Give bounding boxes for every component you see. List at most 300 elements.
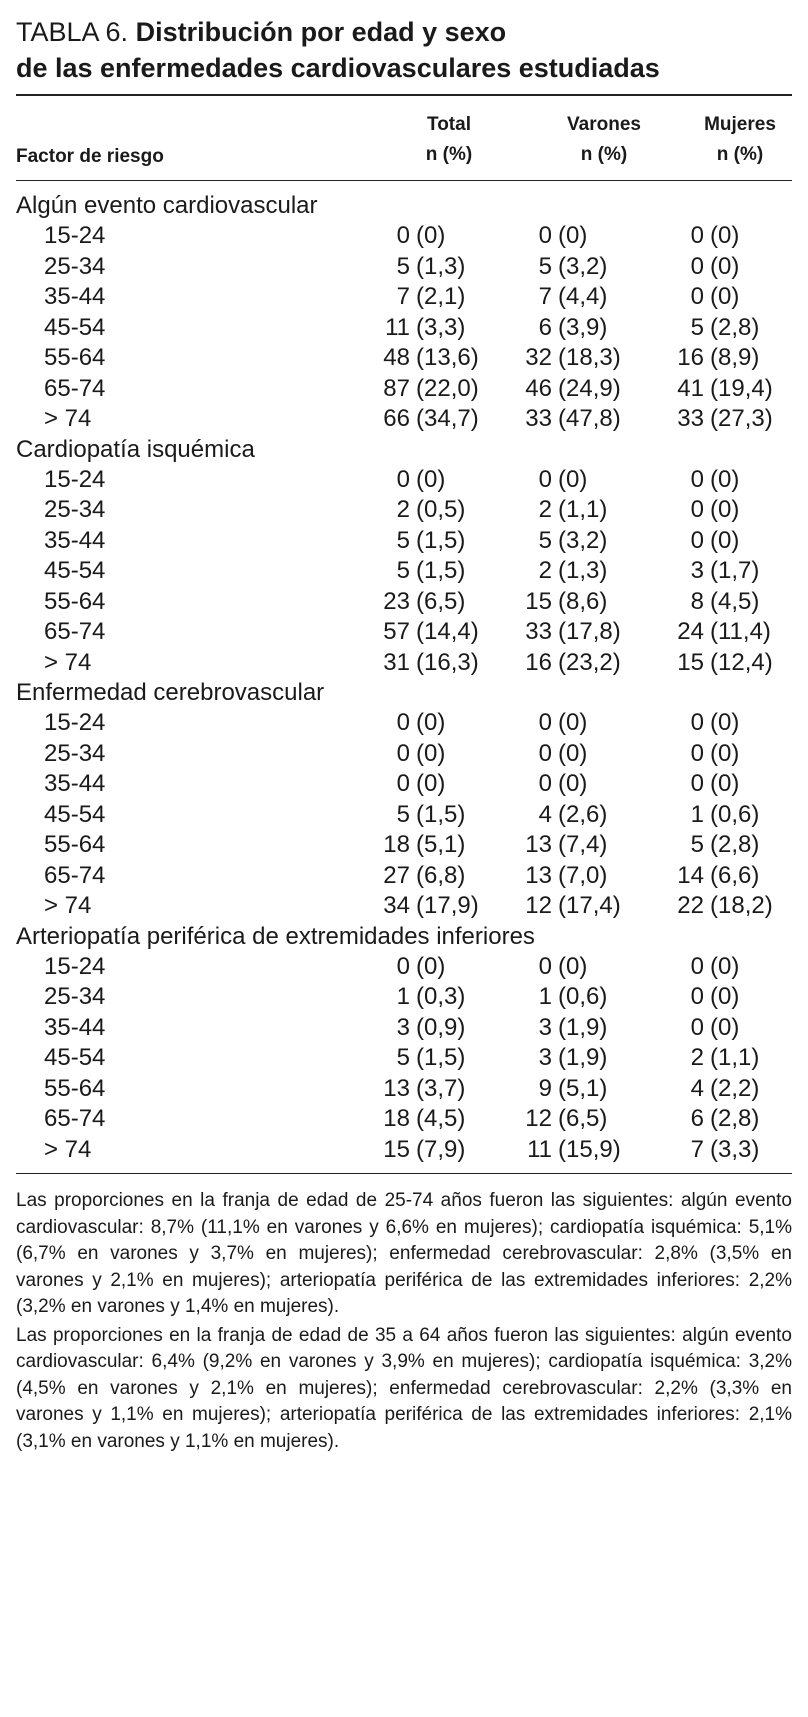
- total-count: 5: [396, 252, 410, 280]
- total-percent: (14,4): [416, 618, 479, 645]
- table-row: [16, 526, 792, 557]
- total-count: 0: [396, 222, 410, 249]
- varones-percent: (0): [558, 222, 588, 249]
- total-count: 57: [383, 618, 410, 645]
- total-percent: (0,3): [416, 983, 466, 1010]
- varones-percent: (17,4): [558, 892, 621, 919]
- varones-percent: (0): [558, 770, 588, 797]
- varones-count: 2: [538, 557, 552, 584]
- header-mujeres-label: Mujeres: [704, 114, 776, 135]
- varones-cell: [520, 739, 587, 770]
- age-range: 45-54: [44, 1044, 106, 1071]
- age-range: > 74: [44, 1135, 92, 1163]
- varones-count: 1: [538, 983, 552, 1010]
- total-count: 34: [383, 892, 410, 919]
- total-cell: [368, 830, 465, 861]
- mujeres-percent: (8,9): [710, 344, 760, 371]
- mujeres-cell: [672, 800, 759, 831]
- table-row: [16, 800, 792, 831]
- total-percent: (0): [416, 465, 446, 493]
- total-percent: (0): [416, 952, 446, 980]
- total-count: 0: [396, 770, 410, 797]
- mujeres-cell: [672, 1104, 759, 1135]
- age-range: 45-54: [44, 313, 106, 341]
- varones-count: 6: [538, 313, 552, 341]
- total-percent: (0,5): [416, 496, 466, 523]
- varones-percent: (1,9): [558, 1013, 608, 1041]
- total-percent: (2,1): [416, 283, 466, 310]
- varones-percent: (7,0): [558, 861, 608, 889]
- varones-cell: [520, 830, 607, 861]
- mujeres-count: 0: [690, 952, 704, 980]
- varones-cell: [520, 861, 607, 892]
- varones-percent: (0,6): [558, 983, 608, 1010]
- mujeres-count: 33: [677, 405, 704, 432]
- varones-percent: (18,3): [558, 344, 621, 371]
- header-total-unit: n (%): [425, 144, 473, 165]
- varones-cell: [520, 1043, 607, 1074]
- total-cell: [368, 739, 445, 770]
- group-heading: Enfermedad cerebrovascular: [16, 679, 325, 706]
- varones-percent: (0): [558, 952, 588, 980]
- total-percent: (1,5): [416, 1044, 466, 1071]
- mujeres-percent: (1,7): [710, 557, 760, 584]
- total-count: 0: [396, 739, 410, 767]
- table-body: [16, 181, 792, 1173]
- total-percent: (13,6): [416, 344, 479, 371]
- varones-count: 3: [538, 1044, 552, 1071]
- varones-percent: (47,8): [558, 405, 621, 432]
- total-percent: (16,3): [416, 648, 479, 676]
- varones-count: 46: [525, 374, 552, 402]
- total-percent: (34,7): [416, 405, 479, 432]
- varones-percent: (1,1): [558, 496, 608, 523]
- age-range: 25-34: [44, 983, 106, 1010]
- varones-cell: [520, 465, 587, 496]
- mujeres-percent: (19,4): [710, 374, 773, 402]
- total-cell: [368, 1135, 465, 1166]
- total-count: 27: [383, 861, 410, 889]
- varones-count: 16: [525, 648, 552, 676]
- mujeres-percent: (27,3): [710, 405, 773, 432]
- age-range: 35-44: [44, 770, 106, 797]
- varones-percent: (3,9): [558, 313, 608, 341]
- table-row: [16, 708, 792, 739]
- mujeres-percent: (3,3): [710, 1135, 760, 1163]
- table-row: [16, 830, 792, 861]
- varones-cell: [520, 282, 607, 313]
- age-range: 55-64: [44, 1074, 106, 1102]
- mujeres-count: 22: [677, 892, 704, 919]
- varones-cell: [520, 404, 621, 435]
- varones-count: 0: [538, 709, 552, 736]
- mujeres-cell: [672, 343, 759, 374]
- mujeres-cell: [672, 830, 759, 861]
- table-row: [16, 556, 792, 587]
- title-line-2: de las enfermedades cardiovasculares estudiadas: [16, 53, 660, 83]
- total-count: 3: [396, 1013, 410, 1041]
- mujeres-percent: (0): [710, 770, 740, 797]
- mujeres-cell: [672, 648, 773, 679]
- varones-count: 0: [538, 952, 552, 980]
- varones-percent: (15,9): [558, 1135, 621, 1163]
- table-row: [16, 982, 792, 1013]
- mujeres-cell: [672, 556, 759, 587]
- mujeres-percent: (0): [710, 709, 740, 736]
- table-title: [16, 14, 792, 86]
- mujeres-count: 0: [690, 496, 704, 523]
- total-cell: [368, 952, 445, 983]
- mujeres-count: 7: [690, 1135, 704, 1163]
- varones-cell: [520, 617, 621, 648]
- varones-count: 12: [525, 892, 552, 919]
- mujeres-cell: [672, 861, 759, 892]
- varones-count: 13: [525, 861, 552, 889]
- total-cell: [368, 374, 479, 405]
- varones-percent: (0): [558, 465, 588, 493]
- total-cell: [368, 1013, 465, 1044]
- varones-cell: [520, 708, 587, 739]
- varones-count: 12: [525, 1105, 552, 1132]
- varones-percent: (0): [558, 739, 588, 767]
- total-count: 1: [396, 983, 410, 1010]
- total-percent: (1,3): [416, 252, 466, 280]
- mujeres-percent: (0): [710, 496, 740, 523]
- total-cell: [368, 1043, 465, 1074]
- total-cell: [368, 617, 479, 648]
- age-range: 35-44: [44, 283, 106, 310]
- total-count: 48: [383, 344, 410, 371]
- total-count: 5: [396, 800, 410, 828]
- mujeres-cell: [672, 465, 739, 496]
- total-percent: (17,9): [416, 892, 479, 919]
- mujeres-count: 0: [690, 526, 704, 554]
- mujeres-count: 5: [690, 831, 704, 858]
- varones-cell: [520, 1135, 621, 1166]
- total-count: 0: [396, 952, 410, 980]
- varones-cell: [520, 343, 621, 374]
- varones-percent: (23,2): [558, 648, 621, 676]
- varones-count: 11: [527, 1135, 552, 1163]
- varones-percent: (24,9): [558, 374, 621, 402]
- varones-count: 0: [538, 465, 552, 493]
- total-cell: [368, 648, 479, 679]
- total-percent: (3,7): [416, 1074, 466, 1102]
- age-range: 45-54: [44, 800, 106, 828]
- total-percent: (6,8): [416, 861, 466, 889]
- table-row: [16, 648, 792, 679]
- mujeres-count: 0: [690, 222, 704, 249]
- age-range: > 74: [44, 892, 92, 919]
- mujeres-percent: (1,1): [710, 1044, 760, 1071]
- mujeres-percent: (0): [710, 739, 740, 767]
- mujeres-count: 0: [690, 739, 704, 767]
- varones-count: 0: [538, 770, 552, 797]
- mujeres-count: 1: [690, 800, 704, 828]
- age-range: 55-64: [44, 831, 106, 858]
- varones-count: 9: [538, 1074, 552, 1102]
- mujeres-percent: (0): [710, 1013, 740, 1041]
- mujeres-percent: (2,2): [710, 1074, 760, 1102]
- mujeres-percent: (0): [710, 465, 740, 493]
- varones-cell: [520, 891, 621, 922]
- varones-percent: (3,2): [558, 526, 608, 554]
- total-count: 5: [396, 1044, 410, 1071]
- mujeres-count: 0: [690, 770, 704, 797]
- mujeres-cell: [672, 952, 739, 983]
- age-range: 15-24: [44, 952, 106, 980]
- mujeres-cell: [672, 526, 739, 557]
- varones-percent: (7,4): [558, 831, 608, 858]
- mujeres-count: 5: [690, 313, 704, 341]
- group-heading: Algún evento cardiovascular: [16, 192, 318, 219]
- age-range: 25-34: [44, 496, 106, 523]
- varones-count: 13: [525, 831, 552, 858]
- total-cell: [368, 587, 465, 618]
- varones-cell: [520, 252, 607, 283]
- mujeres-percent: (11,4): [710, 618, 771, 645]
- mujeres-percent: (0): [710, 526, 740, 554]
- mujeres-cell: [672, 982, 739, 1013]
- mujeres-percent: (6,6): [710, 861, 760, 889]
- varones-count: 33: [525, 618, 552, 645]
- mujeres-percent: (0): [710, 252, 740, 280]
- mujeres-cell: [672, 374, 773, 405]
- note-paragraph-1: Las proporciones en la franja de edad de 25-74 años fueron las siguientes: algún evento cardiovascular: 8,7% (11,1% en varones y 6,6% en mujeres); cardiopatía isquémica: 5,1% (6,7% en varones y 3,7% en mujeres); enfermedad cerebrovascular: 2,8% (3,5% en varones y 2,1% en mujeres); arteriopatía periférica de las extremidades inferiores: 2,2% (3,2% en varones y 1,4% en mujeres).: [16, 1190, 792, 1317]
- age-range: 55-64: [44, 587, 106, 615]
- table-row: [16, 587, 792, 618]
- total-count: 31: [383, 648, 410, 676]
- varones-cell: [520, 221, 587, 252]
- total-cell: [368, 404, 479, 435]
- mujeres-cell: [672, 1074, 759, 1105]
- varones-cell: [520, 769, 587, 800]
- total-cell: [368, 891, 479, 922]
- mujeres-percent: (2,8): [710, 831, 760, 858]
- table-row: [16, 891, 792, 922]
- total-cell: [368, 1074, 465, 1105]
- varones-cell: [520, 1013, 607, 1044]
- table-row: [16, 1043, 792, 1074]
- mujeres-count: 0: [690, 252, 704, 280]
- table-row: [16, 861, 792, 892]
- table-row: [16, 374, 792, 405]
- age-range: 45-54: [44, 557, 106, 584]
- total-count: 23: [383, 587, 410, 615]
- mujeres-cell: [672, 1135, 759, 1166]
- mujeres-count: 4: [690, 1074, 704, 1102]
- age-range: 15-24: [44, 709, 106, 736]
- total-cell: [368, 495, 465, 526]
- table-notes: [16, 1174, 792, 1455]
- total-cell: [368, 343, 479, 374]
- mujeres-count: 24: [677, 618, 704, 645]
- mujeres-cell: [672, 282, 739, 313]
- varones-count: 33: [525, 405, 552, 432]
- group-heading: Cardiopatía isquémica: [16, 435, 255, 463]
- varones-cell: [520, 1104, 607, 1135]
- total-count: 11: [385, 313, 410, 341]
- varones-percent: (1,3): [558, 557, 608, 584]
- mujeres-cell: [672, 495, 739, 526]
- table-number: TABLA 6.: [16, 17, 129, 47]
- varones-percent: (3,2): [558, 252, 608, 280]
- mujeres-count: 6: [690, 1105, 704, 1132]
- varones-percent: (17,8): [558, 618, 621, 645]
- table-row: [16, 343, 792, 374]
- varones-percent: (1,9): [558, 1044, 608, 1071]
- mujeres-cell: [672, 221, 739, 252]
- mujeres-count: 0: [690, 465, 704, 493]
- total-cell: [368, 861, 465, 892]
- table-row: [16, 1104, 792, 1135]
- total-cell: [368, 708, 445, 739]
- varones-count: 4: [538, 800, 552, 828]
- table-row: [16, 1135, 792, 1166]
- table-row: [16, 221, 792, 252]
- varones-cell: [520, 313, 607, 344]
- mujeres-count: 0: [690, 283, 704, 310]
- total-count: 18: [383, 831, 410, 858]
- mujeres-percent: (18,2): [710, 892, 773, 919]
- varones-count: 5: [538, 526, 552, 554]
- varones-percent: (2,6): [558, 800, 608, 828]
- age-range: 35-44: [44, 526, 106, 554]
- mujeres-count: 8: [690, 587, 704, 615]
- age-range: 25-34: [44, 252, 106, 280]
- age-range: > 74: [44, 648, 92, 676]
- total-cell: [368, 465, 445, 496]
- varones-percent: (8,6): [558, 587, 608, 615]
- mujeres-count: 3: [690, 557, 704, 584]
- mujeres-percent: (2,8): [710, 1105, 760, 1132]
- mujeres-count: 0: [690, 983, 704, 1010]
- total-cell: [368, 800, 465, 831]
- varones-cell: [520, 648, 621, 679]
- total-cell: [368, 769, 445, 800]
- table-row: [16, 282, 792, 313]
- varones-cell: [520, 800, 607, 831]
- mujeres-cell: [672, 313, 759, 344]
- table-document: [16, 14, 792, 1457]
- total-count: 5: [396, 526, 410, 554]
- total-count: 18: [383, 1105, 410, 1132]
- mujeres-cell: [672, 769, 739, 800]
- total-cell: [368, 556, 465, 587]
- age-range: 35-44: [44, 1013, 106, 1041]
- mujeres-percent: (0): [710, 983, 740, 1010]
- total-percent: (22,0): [416, 374, 479, 402]
- mujeres-percent: (2,8): [710, 313, 760, 341]
- total-percent: (6,5): [416, 587, 466, 615]
- total-cell: [368, 526, 465, 557]
- varones-cell: [520, 952, 587, 983]
- total-cell: [368, 1104, 465, 1135]
- total-cell: [368, 252, 465, 283]
- total-percent: (0): [416, 770, 446, 797]
- varones-percent: (4,4): [558, 283, 608, 310]
- age-range: 65-74: [44, 1105, 106, 1132]
- age-range: > 74: [44, 405, 92, 432]
- varones-count: 0: [538, 222, 552, 249]
- header-factor: Factor de riesgo: [16, 146, 164, 167]
- table-row: [16, 252, 792, 283]
- mujeres-cell: [672, 617, 771, 648]
- header-varones: [534, 110, 674, 170]
- table-row: [16, 617, 792, 648]
- total-percent: (1,5): [416, 800, 466, 828]
- varones-count: 3: [538, 1013, 552, 1041]
- total-cell: [368, 221, 445, 252]
- mujeres-cell: [672, 1043, 759, 1074]
- age-range: 65-74: [44, 861, 106, 889]
- mujeres-cell: [672, 587, 759, 618]
- mujeres-count: 0: [690, 1013, 704, 1041]
- mujeres-percent: (0): [710, 222, 740, 249]
- varones-percent: (6,5): [558, 1105, 608, 1132]
- varones-cell: [520, 526, 607, 557]
- header-total-label: Total: [427, 114, 471, 135]
- total-percent: (7,9): [416, 1135, 466, 1163]
- varones-cell: [520, 1074, 607, 1105]
- mujeres-count: 2: [690, 1044, 704, 1071]
- total-percent: (1,5): [416, 526, 466, 554]
- table-row: [16, 313, 792, 344]
- varones-count: 2: [538, 496, 552, 523]
- table-row: [16, 404, 792, 435]
- table-row: [16, 739, 792, 770]
- header-mujeres-unit: n (%): [716, 144, 764, 165]
- varones-cell: [520, 495, 607, 526]
- mujeres-cell: [672, 1013, 739, 1044]
- varones-count: 32: [525, 344, 552, 371]
- total-count: 2: [396, 496, 410, 523]
- varones-cell: [520, 556, 607, 587]
- mujeres-cell: [672, 708, 739, 739]
- header-varones-label: Varones: [567, 114, 641, 135]
- table-row: [16, 1013, 792, 1044]
- total-percent: (1,5): [416, 557, 466, 584]
- mujeres-cell: [672, 739, 739, 770]
- total-percent: (4,5): [416, 1105, 466, 1132]
- mujeres-cell: [672, 404, 773, 435]
- mujeres-percent: (0): [710, 952, 740, 980]
- varones-count: 0: [538, 739, 552, 767]
- note-paragraph-2: Las proporciones en la franja de edad de 35 a 64 años fueron las siguientes: algún evento cardiovascular: 6,4% (9,2% en varones y 3,9% en mujeres); cardiopatía isquémica: 3,2% (4,5% en varones y 2,1% en mujeres); enfermedad cerebrovascular: 2,2% (3,3% en varones y 1,1% en mujeres); arteriopatía periférica de las extremidades inferiores: 2,1% (3,1% en varones y 1,1% en mujeres).: [16, 1324, 792, 1452]
- total-percent: (0): [416, 222, 446, 249]
- mujeres-percent: (0): [710, 283, 740, 310]
- table-header: [16, 96, 792, 180]
- title-line-1: Distribución por edad y sexo: [135, 17, 507, 47]
- header-mujeres: [684, 110, 796, 170]
- total-percent: (0): [416, 739, 446, 767]
- mujeres-count: 0: [690, 709, 704, 736]
- total-count: 66: [383, 405, 410, 432]
- varones-count: 7: [538, 283, 552, 310]
- mujeres-percent: (0,6): [710, 800, 760, 828]
- total-percent: (0,9): [416, 1013, 466, 1041]
- total-count: 15: [383, 1135, 410, 1163]
- total-percent: (5,1): [416, 831, 466, 858]
- table-row: [16, 1074, 792, 1105]
- age-range: 15-24: [44, 465, 106, 493]
- mujeres-count: 14: [677, 861, 704, 889]
- header-varones-unit: n (%): [580, 144, 628, 165]
- varones-percent: (5,1): [558, 1074, 608, 1102]
- mujeres-cell: [672, 891, 773, 922]
- table-row: [16, 769, 792, 800]
- group-heading: Arteriopatía periférica de extremidades inferiores: [16, 922, 535, 950]
